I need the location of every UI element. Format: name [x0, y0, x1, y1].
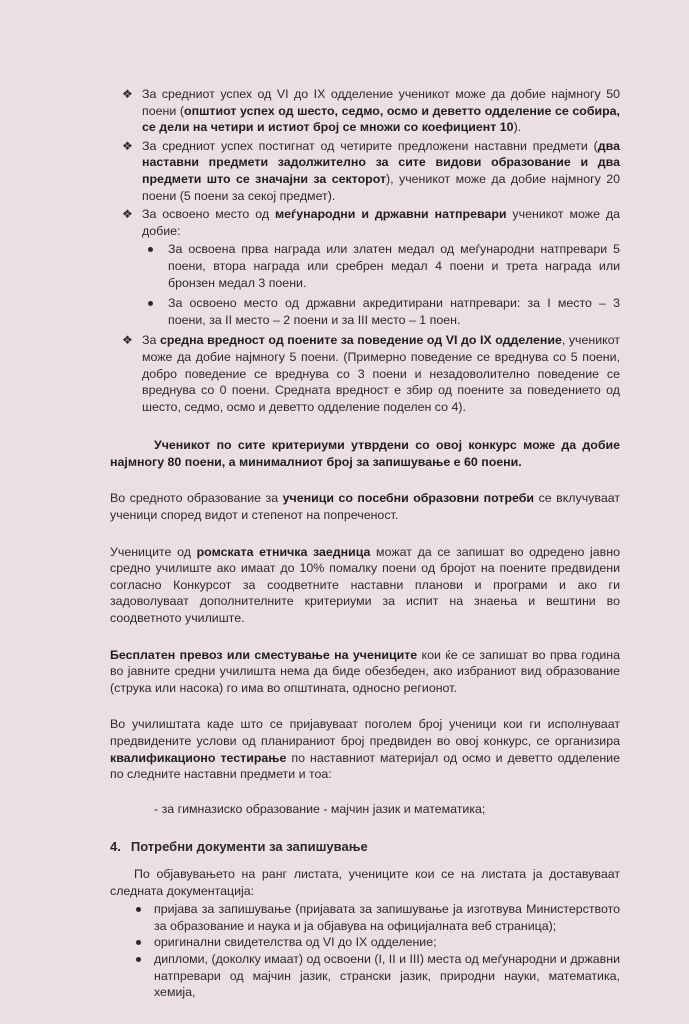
competition-sublist [110, 241, 620, 328]
criterion-behaviour [110, 332, 620, 415]
bullet-dot-icon [136, 957, 141, 962]
documents-intro: По објавувањето на ранг листата, учениците кои се на листата ја доставуваат следната документација: [110, 866, 620, 898]
list-item [110, 901, 620, 934]
diamond-bullet-icon: ❖ [122, 87, 133, 101]
list-item-text: оригинални свидетелства од VI до IX одделение; [154, 935, 437, 950]
diamond-bullet-icon: ❖ [122, 333, 133, 348]
criterion-text: За средниот успех од VI до IX одделение ученикот може да добие најмногу 50 поени (општиот успех од шесто, седмо, осмо и деветто одделение се собира, се дели на четири и истиот број се множи со коефициент 10). [142, 87, 621, 135]
criterion-competitions [110, 206, 620, 239]
criterion-text: За средниот успех постигнат од четирите предложени наставни предмети (два наставни предмети задолжително за сите видови образование и два предмети што се значајни за секторот), ученикот може да добие најмногу 20 поени (5 поени за секој предмет). [142, 138, 620, 203]
list-item-text: пријава за запишување (пријавата за запишување ја изготвува Министерството за образование и наука и ја објавува на официјалната веб страница); [154, 902, 620, 933]
list-item-text: За освоена прва награда или златен медал од меѓународни натпревари 5 поени, втора награда или сребрен медал 4 поени и трета награда или бронзен медал 3 поени. [168, 242, 620, 290]
list-item-text: дипломи, (доколку имаат) од освоени (I, II и III) места од меѓународни и државни натпревари од мајчин јазик, странски јазик, природни науки, математика, хемија, [154, 951, 620, 1000]
list-item [110, 951, 620, 1001]
list-item [110, 934, 620, 951]
gymnasium-subjects: - за гимназиско образование - мајчин јазик и математика; [154, 801, 486, 816]
document-body [110, 86, 620, 1001]
criterion-text: За средна вредност од поените за поведение од VI до IX одделение, ученикот може да добие најмногу 5 поени. (Примерно поведение се вреднува со 5 поени, добро поведение се вреднува со 3 поени и незадоволително поведение се вреднува со 0 поени. Средната вредност е збир од поените за поведението од шесто, седмо, осмо и деветто одделение поделен со 4). [142, 333, 620, 414]
bullet-dot-icon [148, 301, 153, 306]
bullet-dot-icon [148, 247, 153, 252]
transport-paragraph: Бесплатен превоз или сместување на учениците кои ќе се запишат во прва година во јавните средни училишта нема да биде обезбеден, ако избраниот вид образование (струка или насока) го има во општината, односно регионот. [110, 647, 620, 695]
list-item [110, 295, 620, 328]
section-heading [110, 839, 620, 856]
bullet-dot-icon [136, 940, 141, 945]
points-summary: Ученикот по сите критериуми утврдени со овој конкурс може да добие најмногу 80 поени, а минималниот број за запишување е 60 поени. [110, 438, 620, 469]
bullet-dot-icon [136, 907, 141, 912]
qualification-testing-paragraph: Во училиштата каде што се пријавуваат поголем број ученици кои ги исполнуваат предвидените услови од планираниот број предвиден во овој конкурс, се организира квалификационо тестирање по наставниот материјал од осмо и деветто одделение по следните наставни предмети и тоа: [110, 717, 620, 782]
diamond-bullet-icon: ❖ [122, 207, 133, 222]
section-title: Потребни документи за запишување [130, 839, 368, 855]
criterion-text: За освоено место од меѓународни и државни натпревари ученикот може да добие: [142, 207, 620, 238]
list-item [110, 241, 620, 291]
list-item-text: За освоено место од државни акредитирани натпревари: за I место – 3 поени, за II место – 2 поени и за III место – 1 поен. [168, 296, 620, 327]
roma-community-paragraph: Учениците од ромската етничка заедница можат да се запишат во одредено јавно средно училиште ако имаат до 10% помалку поени од бројот на поените предвидени согласно Конкурсот за соодветните наставни планови и програми и ако ги задоволуваат дополнителните критериуми за испит на знаења и вештини во соодветното училиште. [110, 544, 620, 626]
special-needs-paragraph: Во средното образование за ученици со посебни образовни потреби се вклучуваат ученици според видот и степенот на попреченост. [110, 491, 621, 523]
section-number: 4. [110, 839, 121, 855]
documents-list [110, 901, 620, 1001]
diamond-bullet-icon: ❖ [122, 138, 133, 153]
criterion-grade-average [110, 86, 620, 136]
criterion-subject-average [110, 138, 620, 204]
